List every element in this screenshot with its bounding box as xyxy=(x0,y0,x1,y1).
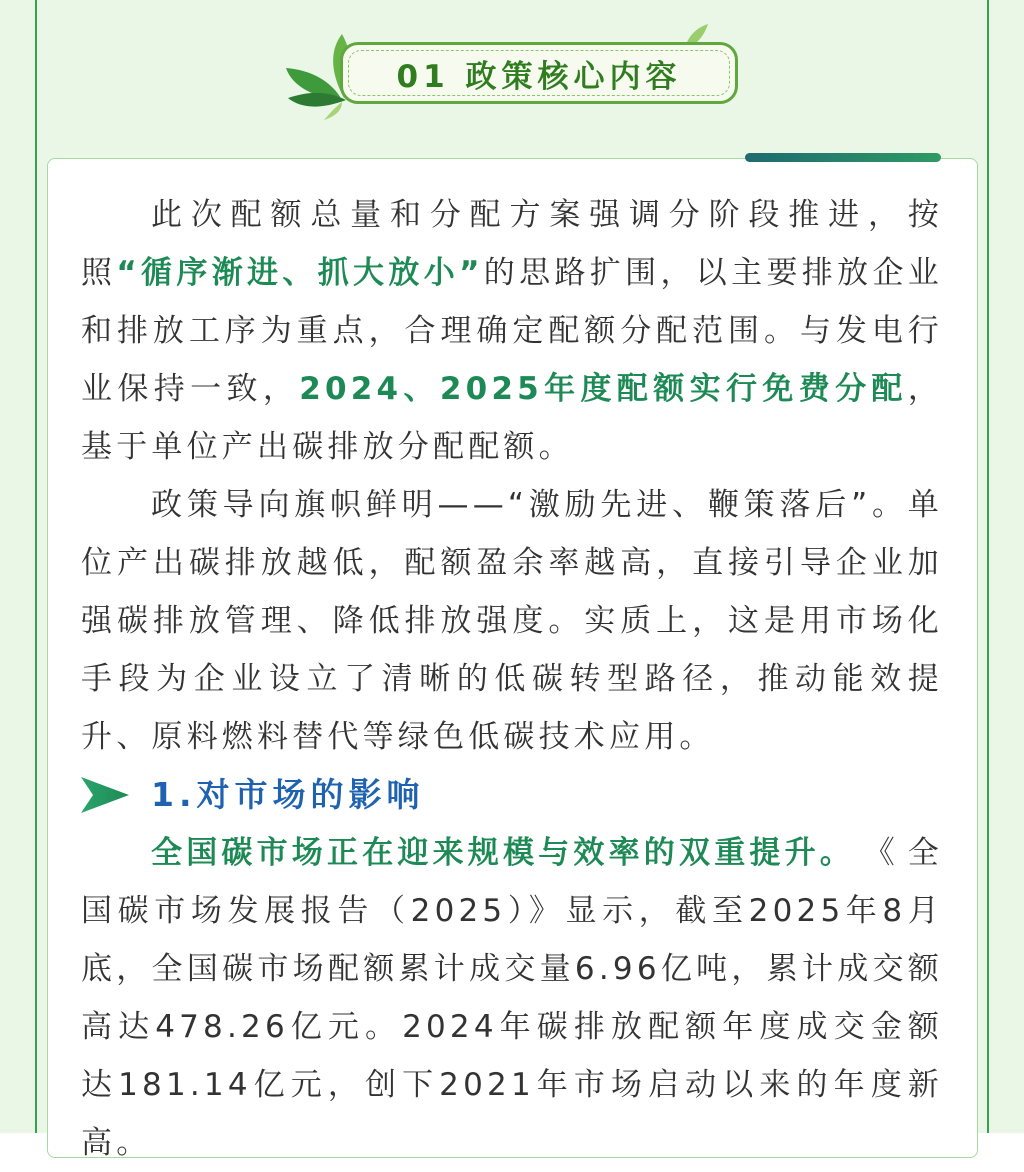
frame-right-line xyxy=(987,0,989,1133)
paragraph-text: 的思路扩围，以主要排放企业和排放工序为重点，合理确定配额分配范围。与发电行业保持一致， xyxy=(81,255,943,407)
subheading-market-impact xyxy=(81,766,943,824)
paragraph-market xyxy=(81,824,943,1172)
highlight-text: 全国碳市场正在迎来规模与效率的双重提升。 xyxy=(151,835,855,871)
frame-left-line xyxy=(35,0,37,1133)
subheading-text: 1.对市场的影响 xyxy=(151,775,425,814)
arrow-right-icon xyxy=(81,777,129,813)
paragraph-text: 《全国碳市场发展报告（2025）》显示，截至2025年8月底，全国碳市场配额累计成交量6.96亿吨，累计成交额高达478.26亿元。2024年碳排放配额年度成交金额达181.14亿元，创下2021年市场启动以来的年度新高。 xyxy=(81,835,943,1161)
section-title-badge xyxy=(340,42,738,104)
paragraph-allocation xyxy=(81,186,943,476)
paragraph-text: ，基于单位产出碳排放分配配额。 xyxy=(81,371,944,465)
paragraph-policy-orientation: 政策导向旗帜鲜明——“激励先进、鞭策落后”。单位产出碳排放越低，配额盈余率越高，直接引导企业加强碳排放管理、降低排放强度。实质上，这是用市场化手段为企业设立了清晰的低碳转型路径，推动能效提升、原料燃料替代等绿色低碳技术应用。 xyxy=(81,487,943,755)
highlight-text: 2024、2025年度配额实行免费分配 xyxy=(299,371,908,407)
article-body xyxy=(81,186,943,1172)
highlight-text: “循序渐进、抓大放小” xyxy=(116,255,484,291)
section-title: 01 政策核心内容 xyxy=(396,58,682,95)
paragraph-text: 此次配额总量和分配方案强调分阶段推进，按照 xyxy=(81,197,943,291)
card-accent-bar xyxy=(745,153,941,162)
